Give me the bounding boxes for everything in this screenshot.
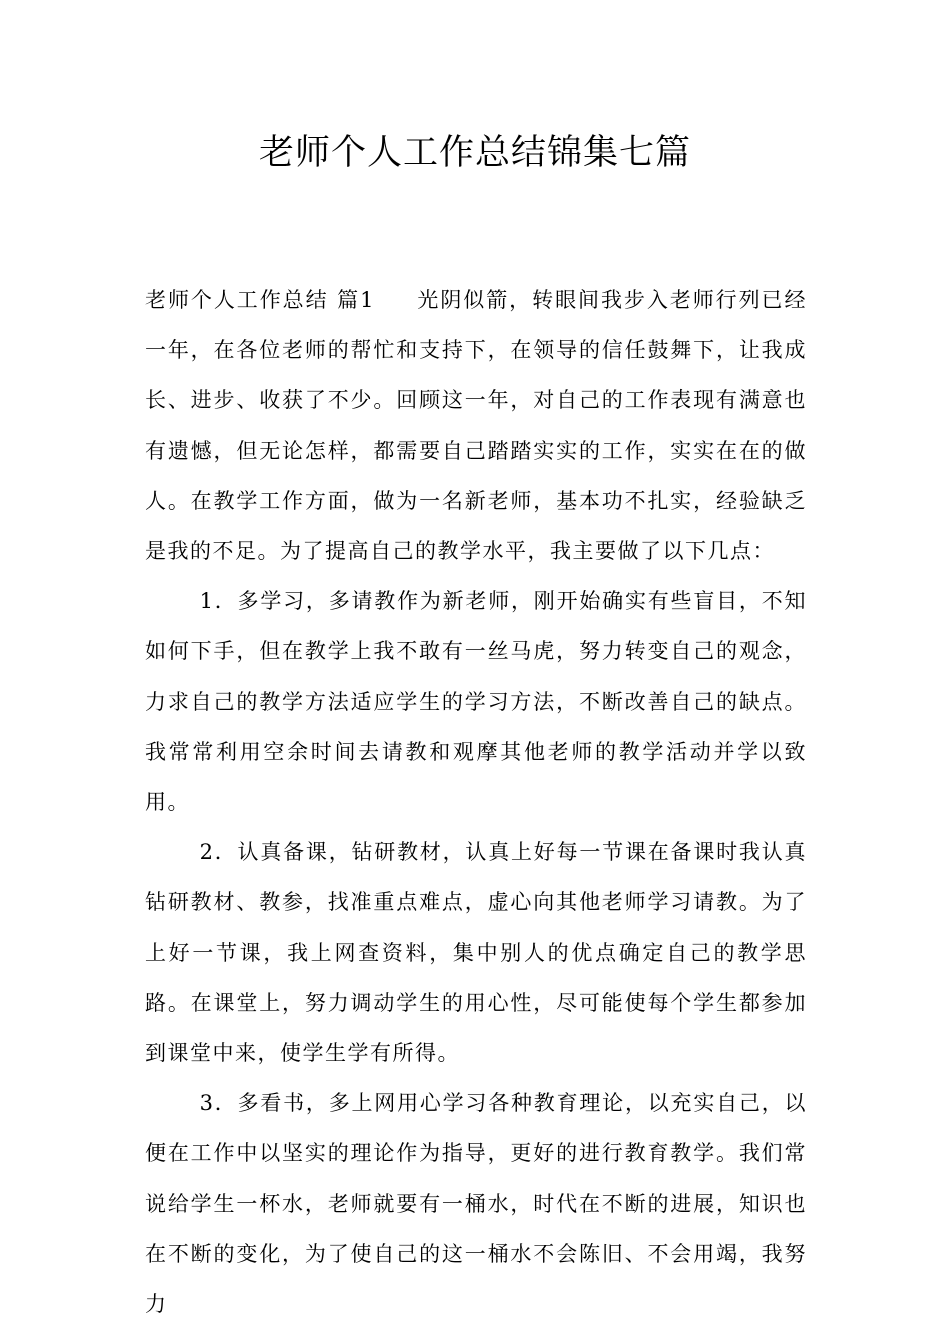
- list-item-3: 3．多看书，多上网用心学习各种教育理论，以充实自己，以便在工作中以坚实的理论作为指导，更好的进行教育教学。我们常说给学生一杯水，老师就要有一桶水，时代在不断的进展，知识也在不断的变化，为了使自己的这一桶水不会陈旧、不会用竭，我努力: [145, 1091, 807, 1317]
- list-item-1: 1．多学习，多请教作为新老师，刚开始确实有些盲目，不知如何下手，但在教学上我不敢有一丝马虎，努力转变自己的观念，力求自己的教学方法适应学生的学习方法，不断改善自己的缺点。我常常利用空余时间去请教和观摩其他老师的教学活动并学以致用。: [145, 589, 807, 815]
- intro-paragraph: [145, 275, 807, 576]
- list-item-2: 2．认真备课，钻研教材，认真上好每一节课在备课时我认真钻研教材、教参，找准重点难点，虚心向其他老师学习请教。为了上好一节课，我上网查资料，集中别人的优点确定自己的教学思路。在课堂上，努力调动学生的用心性，尽可能使每个学生都参加到课堂中来，使学生学有所得。: [145, 840, 807, 1066]
- paragraph-text: 光阴似箭，转眼间我步入老师行列已经一年，在各位老师的帮忙和支持下，在领导的信任鼓舞下，让我成长、进步、收获了不少。回顾这一年，对自己的工作表现有满意也有遗憾，但无论怎样，都需要自己踏踏实实的工作，实实在在的做人。在教学工作方面，做为一名新老师，基本功不扎实，经验缺乏是我的不足。为了提高自己的教学水平，我主要做了以下几点：: [145, 288, 807, 564]
- document-title: 老师个人工作总结锦集七篇: [258, 133, 691, 173]
- document-body: [145, 275, 807, 1329]
- section-heading: 老师个人工作总结 篇1: [145, 288, 375, 312]
